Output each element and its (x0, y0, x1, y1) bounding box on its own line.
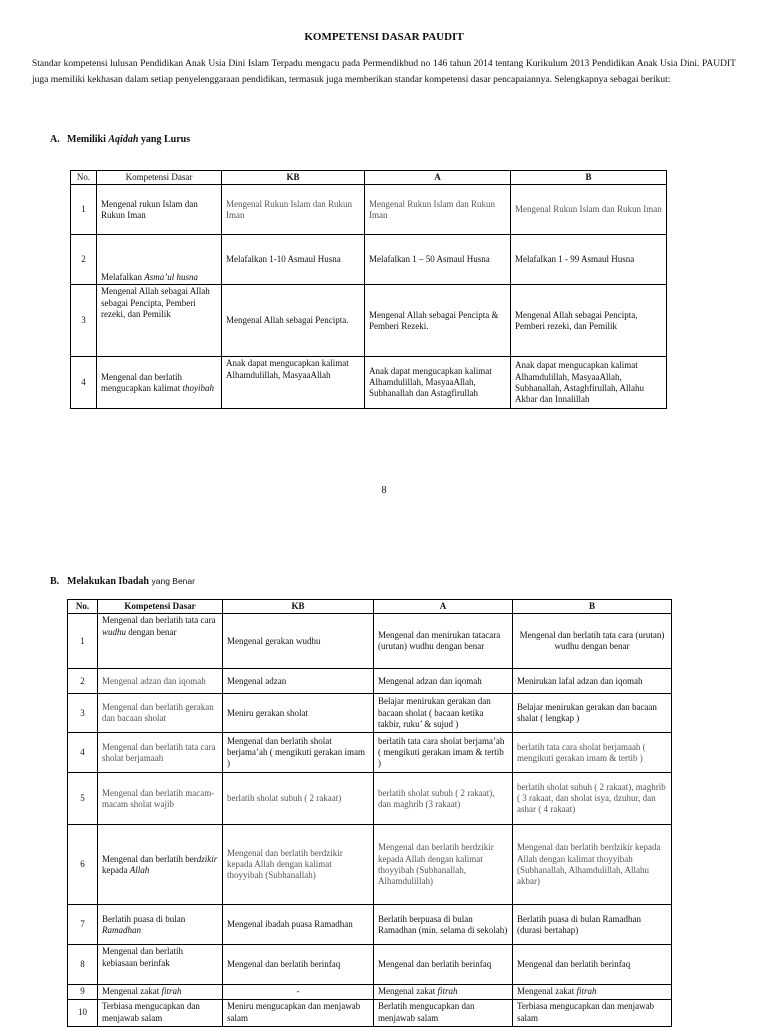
cell-b: Mengenal dan berlatih tata cara (urutan) wudhu dengan benar (513, 614, 672, 669)
section-b-heading (50, 576, 195, 587)
kd-italic: dzikir (196, 853, 218, 864)
kd-italic-2: Allah (129, 864, 150, 875)
cell-kompetensi (97, 357, 222, 409)
cell-a: Berlatih mengucapkan dan menjawab salam (374, 999, 513, 1026)
table-row (68, 669, 672, 694)
header-no: No. (68, 600, 98, 614)
cell-a: Melafalkan 1 – 50 Asmaul Husna (365, 235, 511, 285)
kd-text: Berlatih puasa di bulan (102, 913, 186, 924)
kd-italic: thoyibah (182, 382, 214, 393)
cell-a: Mengenal dan menirukan tatacara (urutan) wudhu dengan benar (374, 614, 513, 669)
row-number: 1 (68, 614, 98, 669)
cell-a: berlatih sholat subuh ( 2 rakaat), dan maghrib (3 rakaat) (374, 773, 513, 825)
header-no: No. (71, 171, 97, 185)
cell-b: Mengenal Allah sebagai Pencipta, Pemberi rezeki, dan Pemilik (511, 285, 667, 357)
cell-a: Mengenal adzan dan iqomah (374, 669, 513, 694)
a-text: Mengenal zakat (378, 986, 438, 997)
cell-kompetensi (98, 985, 223, 999)
header-kompetensi: Kompetensi Dasar (97, 171, 222, 185)
kd-italic: Ramadhan (102, 924, 141, 935)
cell-a: Mengenal dan berlatih berdzikir kepada Allah dengan kalimat thoyyibah (Subhanallah, Alhamdulillah) (374, 825, 513, 905)
kd-text: Mengenal dan berlatih ber (102, 853, 197, 864)
table-row (68, 999, 672, 1026)
cell-kb: Mengenal Allah sebagai Pencipta. (222, 285, 365, 357)
kd-text: Melafalkan (101, 272, 145, 282)
cell-kb: berlatih sholat subuh ( 2 rakaat) (223, 773, 374, 825)
cell-a: Mengenal Allah sebagai Pencipta & Pemberi Rezeki. (365, 285, 511, 357)
table-header-row (68, 600, 672, 614)
cell-b: Mengenal dan berlatih berinfaq (513, 945, 672, 985)
row-number: 10 (68, 999, 98, 1026)
table-row (71, 235, 667, 285)
cell-b (513, 985, 672, 999)
cell-kb: Mengenal Rukun Islam dan Rukun Iman (222, 185, 365, 235)
table-row (68, 733, 672, 773)
table-row (68, 694, 672, 733)
cell-kb: Meniru gerakan sholat (223, 694, 374, 733)
section-b-title-rest: yang Benar (151, 576, 195, 586)
cell-kompetensi (97, 235, 222, 285)
document-title: KOMPETENSI DASAR PAUDIT (304, 31, 464, 43)
row-number: 3 (68, 694, 98, 733)
cell-a (374, 985, 513, 999)
row-number: 2 (68, 669, 98, 694)
header-a: A (365, 171, 511, 185)
section-b-letter: B. (50, 576, 60, 587)
table-row (68, 905, 672, 945)
row-number: 2 (71, 235, 97, 285)
cell-kompetensi: Mengenal rukun Islam dan Rukun Iman (97, 185, 222, 235)
cell-b: Terbiasa mengucapkan dan menjawab salam (513, 999, 672, 1026)
cell-kb: Mengenal adzan (223, 669, 374, 694)
cell-kompetensi (98, 905, 223, 945)
section-a-heading (50, 134, 190, 145)
cell-kb: Melafalkan 1-10 Asmaul Husna (222, 235, 365, 285)
cell-b: Melafalkan 1 - 99 Asmaul Husna (511, 235, 667, 285)
cell-b: Belajar menirukan gerakan dan bacaan shalat ( lengkap ) (513, 694, 672, 733)
kd-italic: Asma’ul husna (144, 272, 198, 282)
row-number: 9 (68, 985, 98, 999)
section-a-title-pre: Memiliki (67, 134, 109, 145)
table-row (68, 773, 672, 825)
cell-a: Berlatih berpuasa di bulan Ramadhan (min. selama di sekolah) (374, 905, 513, 945)
cell-b: Menirukan lafal adzan dan iqomah (513, 669, 672, 694)
cell-a: Anak dapat mengucapkan kalimat Alhamdulillah, MasyaaAllah, Subhanallah dan Astagfirullah (365, 357, 511, 409)
cell-b: berlatih tata cara sholat berjamaah ( mengikuti gerakan imam & tertib ) (513, 733, 672, 773)
kd-italic: fitrah (161, 986, 182, 997)
cell-kompetensi: Mengenal adzan dan iqomah (98, 669, 223, 694)
header-b: B (511, 171, 667, 185)
section-b-title-bold: Melakukan Ibadah (67, 576, 152, 587)
cell-a: Belajar menirukan gerakan dan bacaan sholat ( bacaan ketika takbir, ruku’ & sujud ) (374, 694, 513, 733)
cell-kompetensi (98, 825, 223, 905)
table-row (71, 185, 667, 235)
intro-paragraph: Standar kompetensi lulusan Pendidikan Anak Usia Dini Islam Terpadu mengacu pada Permendikbud no 146 tahun 2014 tentang Kurikulum 2013 Pendidikan Anak Usia Dini. PAUDIT juga memiliki kekhasan dalam setiap penyelenggaraan pendidikan, termasuk juga memberikan standar kompetensi dasar pencapaiannya. Selengkapnya sebagai berikut: (32, 59, 736, 85)
table-row (68, 945, 672, 985)
kd-text: Mengenal dan berlatih tata cara (102, 615, 216, 626)
table-ibadah (67, 599, 672, 1027)
cell-b: Anak dapat mengucapkan kalimat Alhamdulillah, MasyaaAllah, Subhanallah, Astaghfirullah, Allahu Akbar dan Innalillah (511, 357, 667, 409)
cell-kompetensi: Mengenal dan berlatih macam-macam sholat wajib (98, 773, 223, 825)
cell-kompetensi: Mengenal Allah sebagai Allah sebagai Pencipta, Pemberi rezeki, dan Pemilik (97, 285, 222, 357)
section-a-title-post: yang Lurus (138, 134, 191, 145)
header-kompetensi: Kompetensi Dasar (98, 600, 223, 614)
table-aqidah (70, 170, 667, 409)
cell-kompetensi: Mengenal dan berlatih kebiasaan berinfak (98, 945, 223, 985)
cell-kb: Meniru mengucapkan dan menjawab salam (223, 999, 374, 1026)
b-text: Mengenal zakat (517, 986, 577, 997)
header-b: B (513, 600, 672, 614)
cell-a: Mengenal Rukun Islam dan Rukun Iman (365, 185, 511, 235)
cell-kb: Mengenal ibadah puasa Ramadhan (223, 905, 374, 945)
cell-kompetensi: Mengenal dan berlatih gerakan dan bacaan sholat (98, 694, 223, 733)
row-number: 5 (68, 773, 98, 825)
row-number: 8 (68, 945, 98, 985)
row-number: 7 (68, 905, 98, 945)
kd-italic: wudhu (102, 626, 127, 637)
cell-b: Mengenal Rukun Islam dan Rukun Iman (511, 185, 667, 235)
kd-text-mid: kepada (102, 864, 130, 875)
cell-a: berlatih tata cara sholat berjama’ah ( mengikuti gerakan imam & tertib ) (374, 733, 513, 773)
row-number: 6 (68, 825, 98, 905)
row-number: 4 (68, 733, 98, 773)
kd-text: Mengenal zakat (102, 986, 162, 997)
table-row (68, 985, 672, 999)
page-number: 8 (381, 485, 387, 496)
header-kb: KB (222, 171, 365, 185)
cell-kb: - (223, 985, 374, 999)
section-a-title-em: Aqidah (108, 134, 139, 145)
header-kb: KB (223, 600, 374, 614)
table-row (71, 357, 667, 409)
cell-b: Mengenal dan berlatih berdzikir kepada Allah dengan kalimat thoyyibah (Subhanallah, Alhamdulillah, Allahu akbar) (513, 825, 672, 905)
row-number: 4 (71, 357, 97, 409)
cell-kompetensi (98, 614, 223, 669)
kd-text: Mengenal dan berlatih mengucapkan kalimat (101, 371, 183, 393)
header-a: A (374, 600, 513, 614)
cell-kb: Mengenal dan berlatih berdzikir kepada Allah dengan kalimat thoyyibah (Subhanallah) (223, 825, 374, 905)
cell-kompetensi: Mengenal dan berlatih tata cara sholat berjamaah (98, 733, 223, 773)
section-a-letter: A. (50, 134, 60, 145)
cell-b: Berlatih puasa di bulan Ramadhan (durasi bertahap) (513, 905, 672, 945)
cell-kb: Mengenal dan berlatih sholat berjama’ah ( mengikuti gerakan imam ) (223, 733, 374, 773)
table-header-row (71, 171, 667, 185)
cell-kb: Anak dapat mengucapkan kalimat Alhamdulillah, MasyaaAllah (222, 357, 365, 409)
cell-kb: Mengenal gerakan wudhu (223, 614, 374, 669)
a-italic: fitrah (437, 986, 458, 997)
cell-a: Mengenal dan berlatih berinfaq (374, 945, 513, 985)
table-row (68, 614, 672, 669)
cell-kompetensi: Terbiasa mengucapkan dan menjawab salam (98, 999, 223, 1026)
row-number: 1 (71, 185, 97, 235)
table-row (71, 285, 667, 357)
kd-text-post: dengan benar (126, 626, 177, 637)
cell-kb: Mengenal dan berlatih berinfaq (223, 945, 374, 985)
table-row (68, 825, 672, 905)
row-number: 3 (71, 285, 97, 357)
cell-b: berlatih sholat subuh ( 2 rakaat), maghrib ( 3 rakaat, dan sholat isya, dzuhur, dan ashar ( 4 rakaat) (513, 773, 672, 825)
b-italic: fitrah (576, 986, 597, 997)
